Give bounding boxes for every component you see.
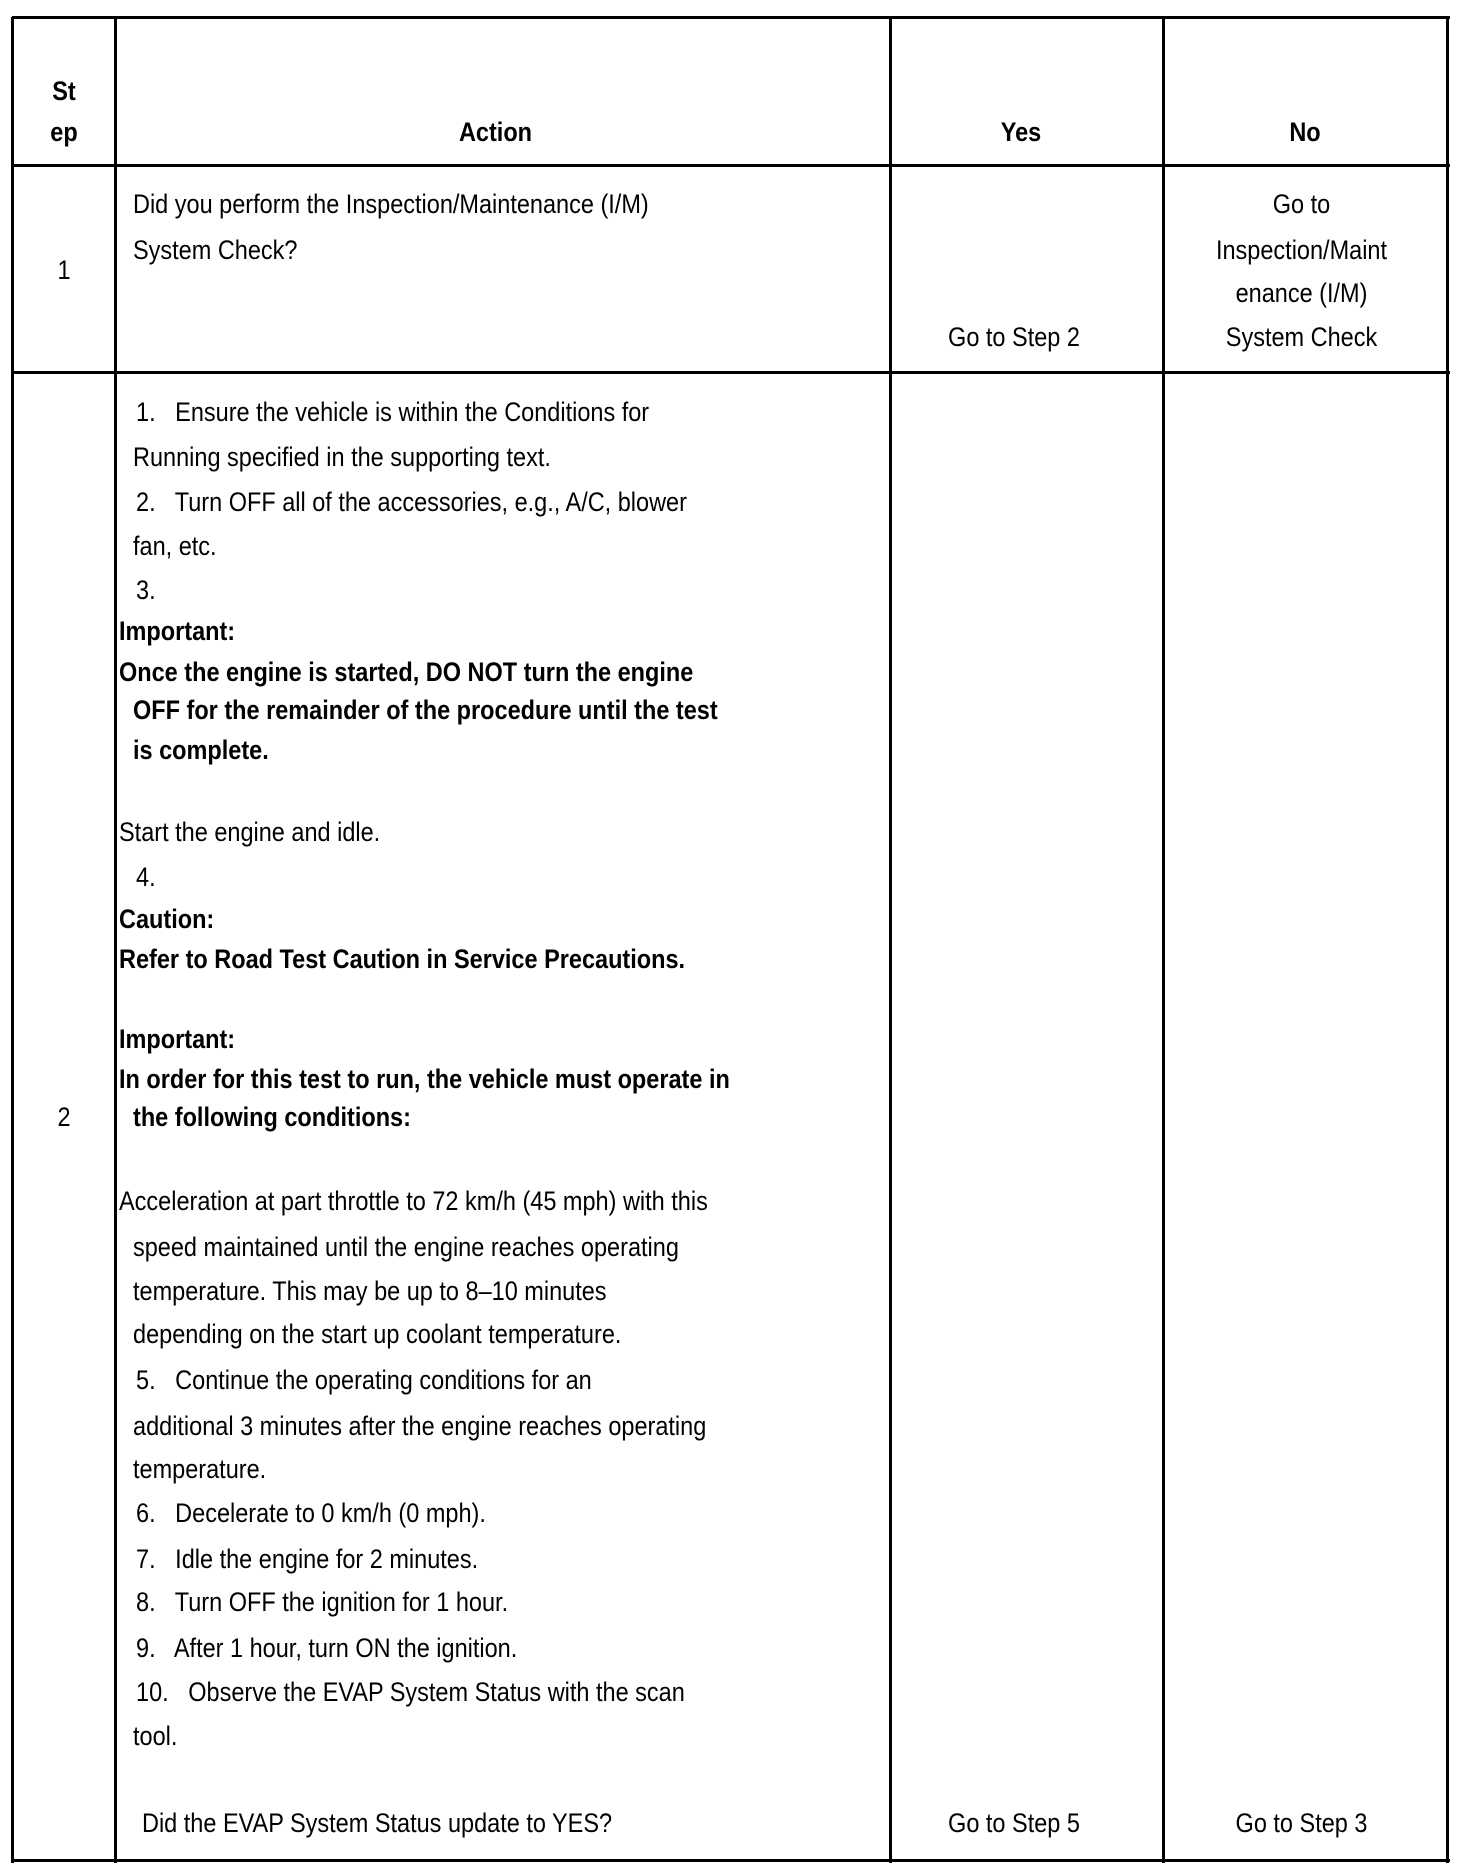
important-text: OFF for the remainder of the procedure until the test xyxy=(133,695,718,725)
header-step: ep xyxy=(50,117,78,147)
header-no: No xyxy=(1289,117,1321,147)
table-border xyxy=(11,17,14,1863)
caution-text: Refer to Road Test Caution in Service Precautions. xyxy=(119,944,686,974)
action-line: 7. Idle the engine for 2 minutes. xyxy=(136,1544,479,1574)
action-line: temperature. This may be up to 8–10 minutes xyxy=(133,1276,607,1306)
important-text: is complete. xyxy=(133,735,269,765)
step-number: 2 xyxy=(57,1102,71,1132)
action-line: 10. Observe the EVAP System Status with the scan xyxy=(136,1677,685,1707)
header-yes: Yes xyxy=(1000,117,1042,147)
yes-link[interactable]: Go to Step 5 xyxy=(948,1808,1080,1838)
action-line: 6. Decelerate to 0 km/h (0 mph). xyxy=(136,1498,486,1528)
no-link[interactable]: System Check xyxy=(1225,322,1378,352)
action-line: 1. Ensure the vehicle is within the Conditions for xyxy=(136,397,650,427)
table-border xyxy=(1162,17,1165,1863)
caution-label: Caution: xyxy=(119,904,215,934)
table-border xyxy=(12,371,1450,374)
important-text: Once the engine is started, DO NOT turn the engine xyxy=(119,657,694,687)
no-link[interactable]: Inspection/Maint xyxy=(1215,235,1388,265)
question-text: Did the EVAP System Status update to YES? xyxy=(142,1808,613,1838)
action-line: additional 3 minutes after the engine reaches operating xyxy=(133,1411,707,1441)
step-number: 1 xyxy=(57,255,71,285)
action-line: speed maintained until the engine reaches operating xyxy=(133,1232,679,1262)
action-line: temperature. xyxy=(133,1454,267,1484)
action-line: 4. xyxy=(136,862,156,892)
action-line: 2. Turn OFF all of the accessories, e.g., A/C, blower xyxy=(136,487,687,517)
table-border xyxy=(889,17,892,1863)
yes-link[interactable]: Go to Step 2 xyxy=(948,322,1080,352)
action-line: 5. Continue the operating conditions for an xyxy=(136,1365,592,1395)
action-text: System Check? xyxy=(133,235,298,265)
table-border xyxy=(1446,17,1449,1863)
action-line: depending on the start up coolant temperature. xyxy=(133,1319,622,1349)
action-line: 9. After 1 hour, turn ON the ignition. xyxy=(136,1633,518,1663)
no-link[interactable]: Go to xyxy=(1272,189,1331,219)
important-text: the following conditions: xyxy=(133,1102,411,1132)
action-line: Running specified in the supporting text. xyxy=(133,442,551,472)
important-label: Important: xyxy=(119,1024,236,1054)
action-line: Start the engine and idle. xyxy=(119,817,381,847)
no-link[interactable]: Go to Step 3 xyxy=(1235,1808,1368,1838)
table-border xyxy=(114,17,117,1863)
action-line: fan, etc. xyxy=(133,531,217,561)
table-border xyxy=(12,16,1450,19)
action-line: 8. Turn OFF the ignition for 1 hour. xyxy=(136,1587,509,1617)
important-label: Important: xyxy=(119,616,236,646)
action-line: tool. xyxy=(133,1721,178,1751)
important-text: In order for this test to run, the vehicle must operate in xyxy=(119,1064,730,1094)
action-text: Did you perform the Inspection/Maintenance (I/M) xyxy=(133,189,649,219)
action-line: Acceleration at part throttle to 72 km/h (45 mph) with this xyxy=(119,1186,708,1216)
table-border xyxy=(12,164,1450,167)
header-action: Action xyxy=(458,117,533,147)
no-link[interactable]: enance (I/M) xyxy=(1235,278,1368,308)
action-line: 3. xyxy=(136,575,156,605)
table-border xyxy=(12,1859,1450,1862)
header-step: St xyxy=(52,76,76,106)
